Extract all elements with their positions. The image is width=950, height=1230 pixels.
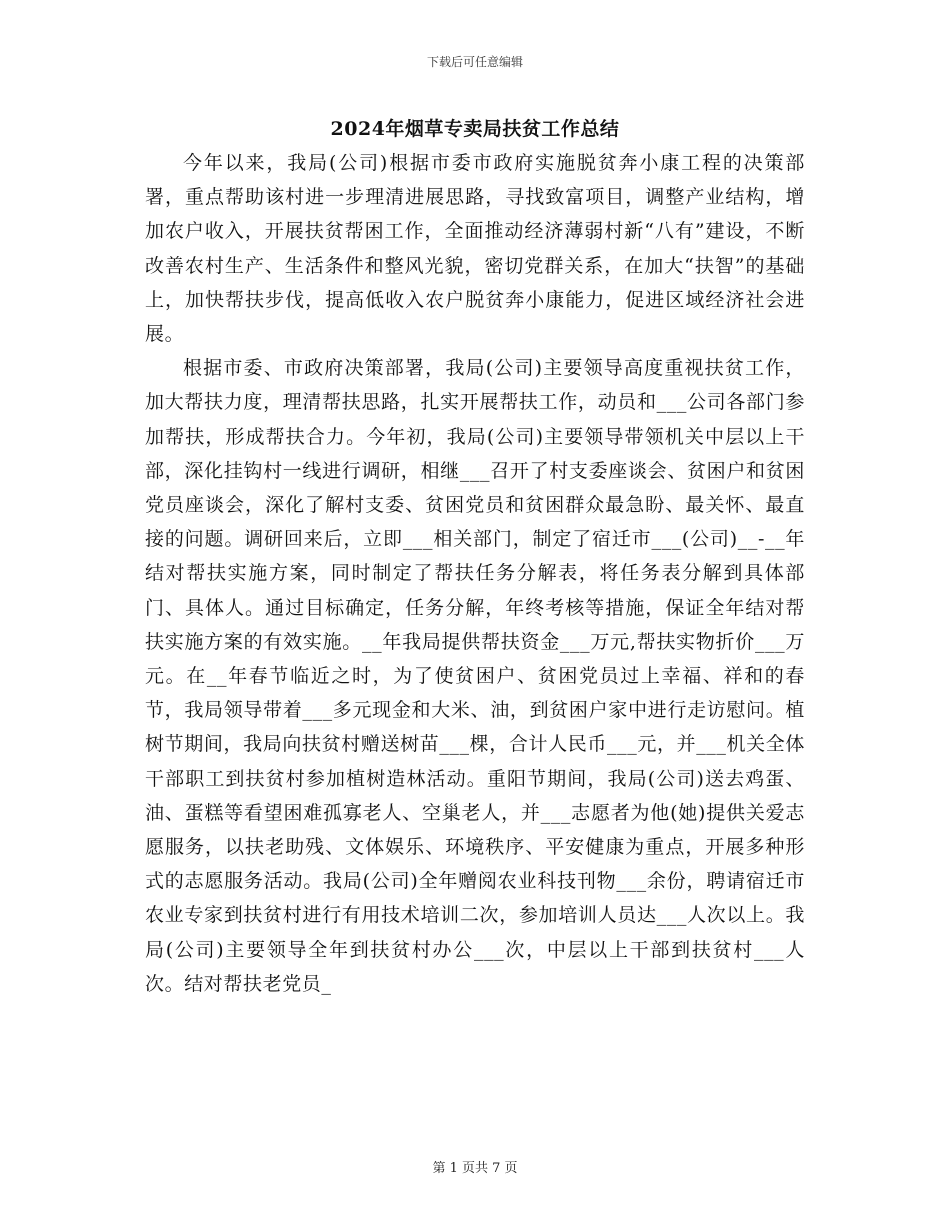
document-title: 2024年烟草专卖局扶贫工作总结 [330, 118, 620, 140]
page-header-note: 下载后可任意编辑 [426, 55, 523, 69]
page-number: 第 1 页共 7 页 [432, 1161, 518, 1176]
document-body [145, 146, 805, 1001]
paragraph-measures: 根据市委、市政府决策部署，我局(公司)主要领导高度重视扶贫工作，加大帮扶力度，理清帮扶思路，扎实开展帮扶工作，动员和___公司各部门参加帮扶，形成帮扶合力。今年初，我局(公司)主要领导带领机关中层以上干部，深化挂钩村一线进行调研，相继___召开了村支委座谈会、贫困户和贫困党员座谈会，深化了解村支委、贫困党员和贫困群众最急盼、最关怀、最直接的问题。调研回来后，立即___相关部门，制定了宿迁市___(公司)__-__年结对帮扶实施方案，同时制定了帮扶任务分解表，将任务表分解到具体部门、具体人。通过目标确定，任务分解，年终考核等措施，保证全年结对帮扶实施方案的有效实施。__年我局提供帮扶资金___万元,帮扶实物折价___万元。在__年春节临近之时，为了使贫困户、贫困党员过上幸福、祥和的春节，我局领导带着___多元现金和大米、油，到贫困户家中进行走访慰问。植树节期间，我局向扶贫村赠送树苗___棵，合计人民币___元，并___机关全体干部职工到扶贫村参加植树造林活动。重阳节期间，我局(公司)送去鸡蛋、油、蛋糕等看望困难孤寡老人、空巢老人，并___志愿者为他(她)提供关爱志愿服务，以扶老助残、文体娱乐、环境秩序、平安健康为重点，开展多种形式的志愿服务活动。我局(公司)全年赠阅农业科技刊物___余份，聘请宿迁市农业专家到扶贫村进行有用技术培训二次，参加培训人员达___人次以上。我局(公司)主要领导全年到扶贫村办公___次，中层以上干部到扶贫村___人次。结对帮扶老党员_ [145, 357, 805, 995]
paragraph-intro: 今年以来，我局(公司)根据市委市政府实施脱贫奔小康工程的决策部署，重点帮助该村进一步理清进展思路，寻找致富项目，调整产业结构，增加农户收入，开展扶贫帮困工作，全面推动经济薄弱村新“八有”建设，不断改善农村生产、生活条件和整风光貌，密切党群关系，在加大“扶智”的基础上，加快帮扶步伐，提高低收入农户脱贫奔小康能力，促进区域经济社会进展。 [145, 152, 805, 346]
